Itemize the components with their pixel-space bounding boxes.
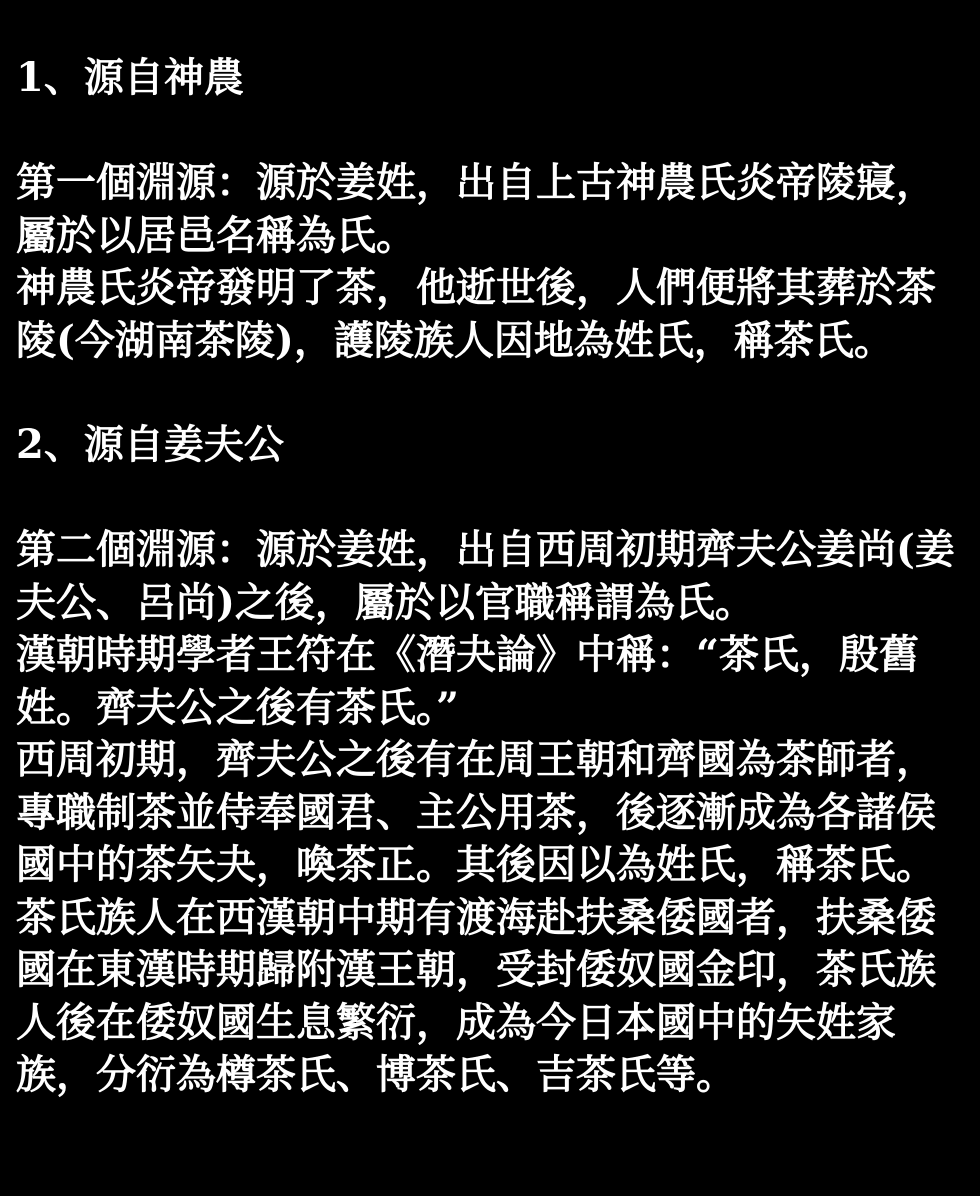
spacer — [16, 104, 964, 157]
paragraph: 西周初期，齊夫公之後有在周王朝和齊國為茶師者，專職制茶並侍奉國君、主公用茶，後逐漸成為各諸侯國中的茶矢夬，喚茶正。其後因以為姓氏，稱茶氏。 — [16, 736, 936, 888]
spacer — [16, 367, 964, 419]
section-heading: 1、源自神農 — [16, 54, 244, 101]
section-shennong — [16, 52, 964, 367]
paragraph: 漢朝時期學者王符在《潛夬論》中稱：“茶氏，殷舊姓。齊夫公之後有茶氏。” — [16, 631, 920, 731]
paragraph: 神農氏炎帝發明了茶，他逝世後，人們便將其葬於茶陵(今湖南茶陵)，護陵族人因地為姓氏，稱茶氏。 — [16, 264, 936, 364]
paragraph: 第二個淵源：源於姜姓，出自西周初期齊夫公姜尚(姜夫公、呂尚)之後，屬於以官職稱謂為氏。 — [16, 526, 955, 626]
document-body — [16, 52, 964, 1102]
spacer — [16, 471, 964, 524]
paragraph: 茶氏族人在西漢朝中期有渡海赴扶桑倭國者，扶桑倭國在東漢時期歸附漢王朝，受封倭奴國金印，茶氏族人後在倭奴國生息繁衍，成為今日本國中的矢姓家族，分衍為樽茶氏、博茶氏、吉茶氏等。 — [16, 893, 936, 1098]
section-heading: 2、源自姜夫公 — [16, 421, 284, 468]
paragraph: 第一個淵源：源於姜姓，出自上古神農氏炎帝陵寢，屬於以居邑名稱為氏。 — [16, 159, 936, 259]
section-jiang-fugong — [16, 419, 964, 1102]
